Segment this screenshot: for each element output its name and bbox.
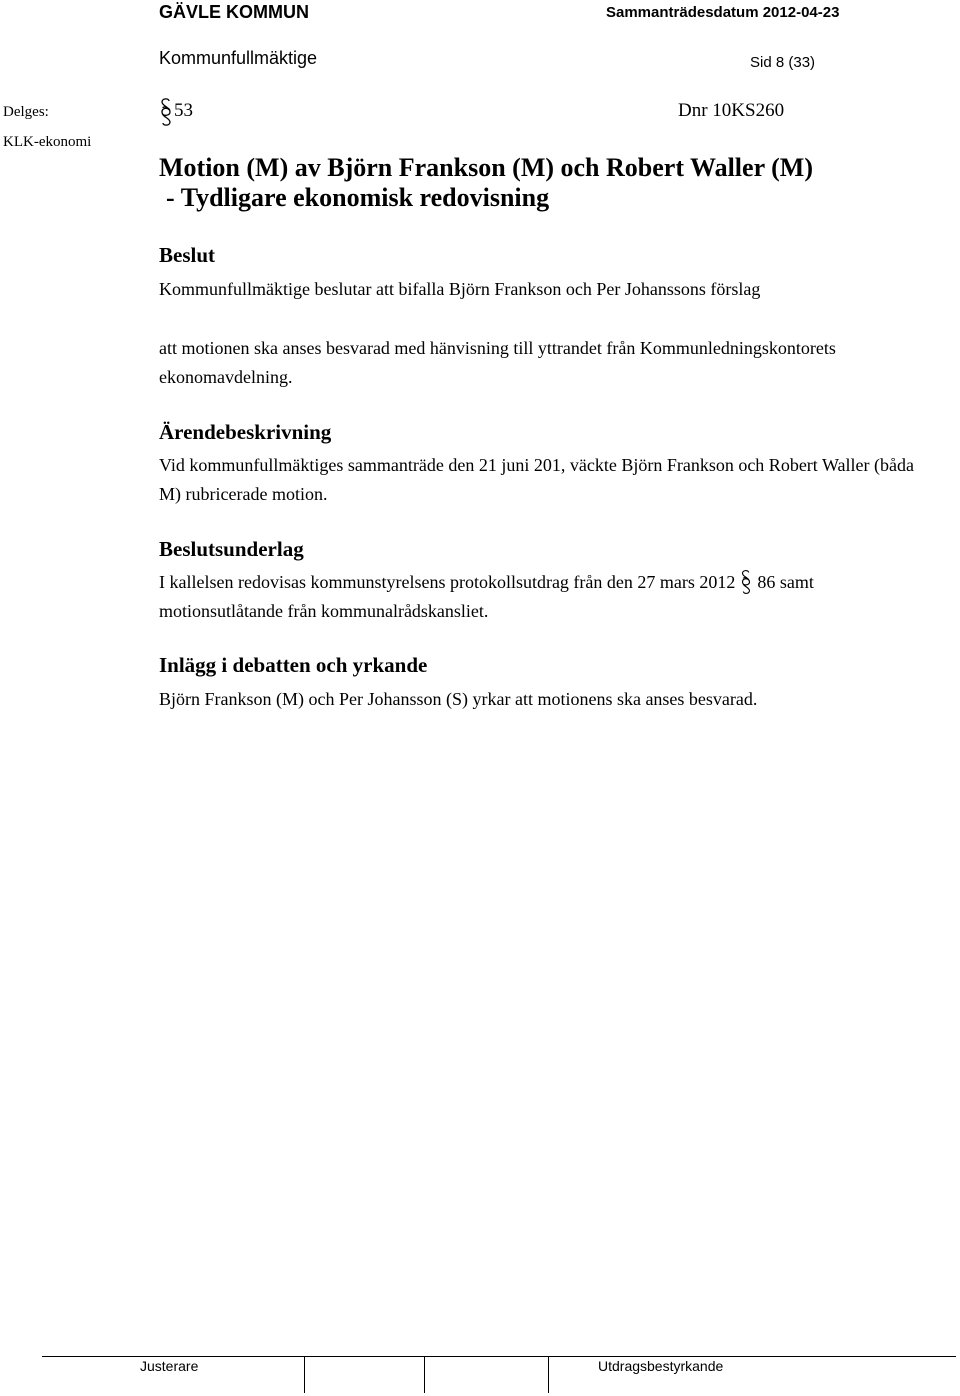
page-number: Sid 8 (33)	[750, 54, 816, 71]
heading-debatt: Inlägg i debatten och yrkande	[159, 653, 428, 677]
beslut-text-2: att motionen ska anses besvarad med hänvisning till yttrandet från Kommunledningskontorets ekonomavdelning.	[159, 338, 836, 387]
document-title-line-2: - Tydligare ekonomisk redovisning	[166, 183, 550, 212]
beslutsunderlag-text	[159, 568, 929, 626]
body-name: Kommunfullmäktige	[159, 48, 318, 68]
delges-value: KLK-ekonomi	[3, 134, 92, 150]
heading-beslutsunderlag: Beslutsunderlag	[159, 537, 304, 561]
beslut-text-1: Kommunfullmäktige beslutar att bifalla Björn Frankson och Per Johanssons förslag	[159, 279, 761, 299]
footer-separator	[304, 1356, 305, 1393]
footer-divider	[42, 1356, 956, 1357]
heading-beslut: Beslut	[159, 243, 216, 267]
debatt-text: Björn Frankson (M) och Per Johansson (S) yrkar att motionens ska anses besvarad.	[159, 689, 758, 709]
beslutsunderlag-text-after: 86 samt motionsutlåtande från kommunalrådskansliet.	[159, 572, 814, 621]
footer-separator	[548, 1356, 549, 1393]
meeting-date: Sammanträdesdatum 2012-04-23	[606, 4, 840, 21]
organization-name: GÄVLE KOMMUN	[159, 2, 309, 22]
footer-utdragsbestyrkande: Utdragsbestyrkande	[598, 1358, 724, 1374]
beslutsunderlag-text-before: I kallelsen redovisas kommunstyrelsens protokollsutdrag från den 27 mars 2012	[159, 572, 736, 592]
delges-label: Delges:	[3, 104, 49, 120]
heading-arendebeskrivning: Ärendebeskrivning	[159, 420, 332, 444]
paragraph-section-icon	[159, 97, 173, 127]
diary-number: Dnr 10KS260	[678, 100, 785, 121]
section-number: 53	[174, 100, 193, 121]
arendebeskrivning-text: Vid kommunfullmäktiges sammanträde den 21 juni 201, väckte Björn Frankson och Robert Waller (båda M) rubricerade motion.	[159, 455, 914, 504]
document-title-line-1: Motion (M) av Björn Frankson (M) och Robert Waller (M)	[159, 153, 813, 182]
footer-separator	[424, 1356, 425, 1393]
footer-justerare: Justerare	[140, 1358, 199, 1374]
paragraph-section-icon	[739, 569, 753, 595]
